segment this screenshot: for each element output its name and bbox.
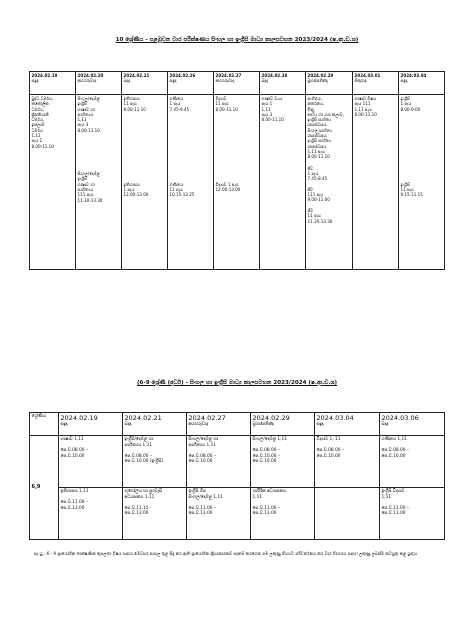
exam-session-2: සිංහල/දෙමළ ඉංග්‍රීසි භාෂාව හා සාහිත්‍යය 111 පැය 11.30-13.30 (77, 171, 103, 203)
exam-cell: සිංහල/දෙමළ හා සාහිත්‍යය 1,11 පෙ.ව.08.00 – පෙ.ව.10.00 (187, 436, 251, 488)
exam-session-1: භාෂාව විෂය පැය 111 1,11 පැය 8.00-11.10 (354, 96, 377, 117)
exam-session-1: ඉතිහාසය 11 පැය 8.00-11.10 (123, 96, 146, 112)
exam-session-1: සංගීතය, නර්තනය, චිත්‍ර, නාට්‍ය හා රංග කලාව, ඉංග්‍රීසි සාහිත්‍ය රසාස්වාදය, සිංහල සාහිත්‍ය රසාස්වාදය, ඉංග්‍රීසි සාහිත්‍ය රසාස්වාදය 1,11 පැය 8.00-11.10 (307, 96, 345, 160)
exam-session-2: ජීව 1 පැය 7.45-8.45 ජීව 111 පැය 9.00-11.00 ජීව 11 පැය 11.30-13.30 (307, 165, 333, 224)
exam-cell (168, 95, 214, 270)
exam-cell: භාෂාව 1,11 පෙ.ව.08.00 – පෙ.ව.10.00 (59, 436, 123, 488)
header-cell (380, 413, 445, 436)
header-date: 2024.02.29 (307, 73, 334, 78)
header-date: 2024.02.26 (169, 73, 196, 78)
exam-cell: ශාරීරික අධ්‍යාපනය 1,11 පෙ.ව.11.00 – පෙ.ව.13.00 (251, 488, 315, 540)
footnote: සැ.යු.: 6 - 9 ප්‍රායෝගික තාක්ෂණික කුසලතා විෂය සඳහා මෙවසර පාසල තුළ සිදු කර ඇති ප්‍රායෝගික ක්‍රියාකාරකම් පදනම් කරගෙන එම ලකුණු පියයට පරිවර්තනය කර වාර විභාගය සඳහා ලකුණු ලබාදීම කටයුතු කළ යුතුය. (34, 551, 419, 556)
header-cell (260, 72, 306, 95)
header-date: 2024.02.27 (215, 73, 242, 78)
header-cell (187, 413, 251, 436)
timetable-grade-10 (29, 71, 445, 270)
exam-cell (399, 95, 445, 270)
header-cell (59, 413, 123, 436)
header-day: බදාදා (124, 422, 132, 427)
header-cell (76, 72, 122, 95)
header-day: අඟහරුවාදා (215, 78, 235, 84)
header-day: සඳුදා (169, 78, 177, 84)
exam-cell (122, 95, 168, 270)
header-cell (251, 413, 315, 436)
header-day: අඟහරුවාදා (77, 78, 97, 84)
exam-session-2: ඉතිහාසය 1 පැය 12.00-13.00 (123, 181, 149, 198)
exam-cell: ගණිතය 1,11 පෙ.ව.08.00 – පෙ.ව.10.00 (380, 436, 445, 488)
exam-session-2: ගණිතය 11 පැය 10.15-13.25 (169, 181, 195, 198)
header-cell (30, 72, 76, 95)
header-cell (168, 72, 214, 95)
header-date: 2024.03.04 (400, 73, 427, 78)
header-date: 2024.03.01 (354, 73, 381, 78)
header-row (30, 413, 445, 436)
header-date: 2024.02.19 (60, 414, 98, 422)
exam-session-1: බුද්ධ ධර්මය, කතෝලික ධර්මය, ක්‍රිස්තියානි ධර්මය, ඉස්ලාම් ධර්මය 1,11 පැය 2 8.00-11.10 (31, 96, 54, 149)
header-cell (315, 413, 380, 436)
header-date: 2024.02.21 (124, 414, 162, 422)
header-date: 2024.02.27 (188, 414, 226, 422)
header-date: 2024.02.19 (31, 73, 58, 78)
exam-session-1: සිංහල/දෙමළ ඉංග්‍රීසි භාෂාව හා සාහිත්‍යය 1,11 පැය 3 8.00-11.10 (77, 96, 100, 133)
header-date: 2024.02.29 (252, 414, 290, 422)
exam-cell (76, 95, 122, 270)
header-date: 2024.02.28 (261, 73, 288, 78)
header-cell (122, 72, 168, 95)
header-day: සඳුදා (60, 422, 68, 427)
exam-session-1: ඉංග්‍රීසි 1 පැය 8.00-9.00 (400, 96, 421, 112)
header-day: බදාදා (123, 78, 131, 84)
exam-session-2: විද්‍යාව 1 පැය 12.00-13.00 (215, 181, 241, 193)
exam-session-1: ගණිතය 1 පැය 7.45-9.45 (169, 96, 190, 112)
header-row (30, 72, 445, 95)
header-day: සඳුදා (400, 78, 408, 84)
exam-row-morning (30, 436, 445, 488)
exam-cell: විද්‍යාව 1, 11 පෙ.ව.08.00 – පෙ.ව.10.00 (315, 436, 380, 488)
exam-cell: ඉතිහාසය 1,11 පෙ.ව.11.00 – පෙ.ව.13.00 (59, 488, 123, 540)
exam-cell: ඉංග්‍රීසි/දෙමළ හා සාහිත්‍යය 1,11 පෙ.ව.08.00 – පෙ.ව.10.00 (ඉංග්‍රීසි) (123, 436, 187, 488)
exam-cell: භූගෝලය හා පුරවැසි අධ්‍යාපනය 1,11 පෙ.ව.11.15 - පෙ.ව.13.00 (123, 488, 187, 540)
exam-cell: ඉංග්‍රීසි ඕප සිංහල/දෙමළ 1,11 පෙ.ව.11.00 – පෙ.ව.13.00 (187, 488, 251, 540)
header-cell (353, 72, 399, 95)
exam-session-1: විද්‍යාව 11 පැය 8.00-11.10 (215, 96, 238, 112)
timetable-title-grade-10: 10 ශ්‍රේණිය - පළමුවන වාර පරීක්ෂණය සිංහල හා ඉංග්‍රීසි මාධ්‍ය කාලසටහන 2023/2024 (ෂ.ආ.ඩ.ශ) (115, 37, 359, 43)
header-cell (306, 72, 353, 95)
grade-label: 6,9 (30, 436, 59, 540)
exam-row-afternoon (30, 488, 445, 540)
header-date: 2024.03.04 (316, 414, 354, 422)
header-day: බදාදා (381, 422, 389, 427)
header-cell (123, 413, 187, 436)
header-day: සඳුදා (31, 78, 39, 84)
header-date: 2024.02.21 (123, 73, 150, 78)
header-day: බදාදා (261, 78, 269, 84)
header-cell (399, 72, 445, 95)
timetable-title-grade-6-9: (6-9 ශ්‍රේණි (අර්ධ) - සිංහල හා ඉංග්‍රීසි මාධ්‍ය කාලසටහන 2023/2024 (ෂ.ආ.ඩ.ශ) (136, 380, 338, 386)
header-date: 2024.02.20 (77, 73, 104, 78)
exam-cell: සිංහල/දෙමළ 1,11 පෙ.ව.08.00 – පෙ.ව.10.00 – පෙ.ව.10.00 (251, 436, 315, 488)
exam-cell: ඉංග්‍රීසි විද්‍යාව 1,11 පෙ.ව.11.00 – පෙ.ව.13.00 (380, 488, 445, 540)
exam-cell (353, 95, 399, 270)
header-day: බ්‍රහස්පතින්දා (252, 422, 274, 427)
header-day: අඟහරුවාදා (188, 422, 209, 427)
header-day: සිකුරාදා (354, 78, 367, 84)
exam-session-2: ඉංග්‍රීසි 11 පැය 9.15-11.15 (400, 181, 423, 198)
exam-session-1: භාෂාව ව්‍යය පැය 1 1,11 පැය 3 8.00-11.10 (261, 96, 284, 123)
header-date: 2024.03.06 (381, 414, 419, 422)
exam-row (30, 95, 445, 270)
header-day: බ්‍රහස්පතින්දා (307, 78, 328, 84)
exam-cell (214, 95, 260, 270)
header-day: සඳුදා (316, 422, 324, 427)
exam-cell (30, 95, 76, 270)
grade-header: ශ්‍රේණිය (30, 413, 59, 436)
exam-cell (315, 488, 380, 540)
header-cell (214, 72, 260, 95)
timetable-grade-6-9 (29, 412, 445, 540)
exam-cell (306, 95, 353, 270)
exam-cell (260, 95, 306, 270)
